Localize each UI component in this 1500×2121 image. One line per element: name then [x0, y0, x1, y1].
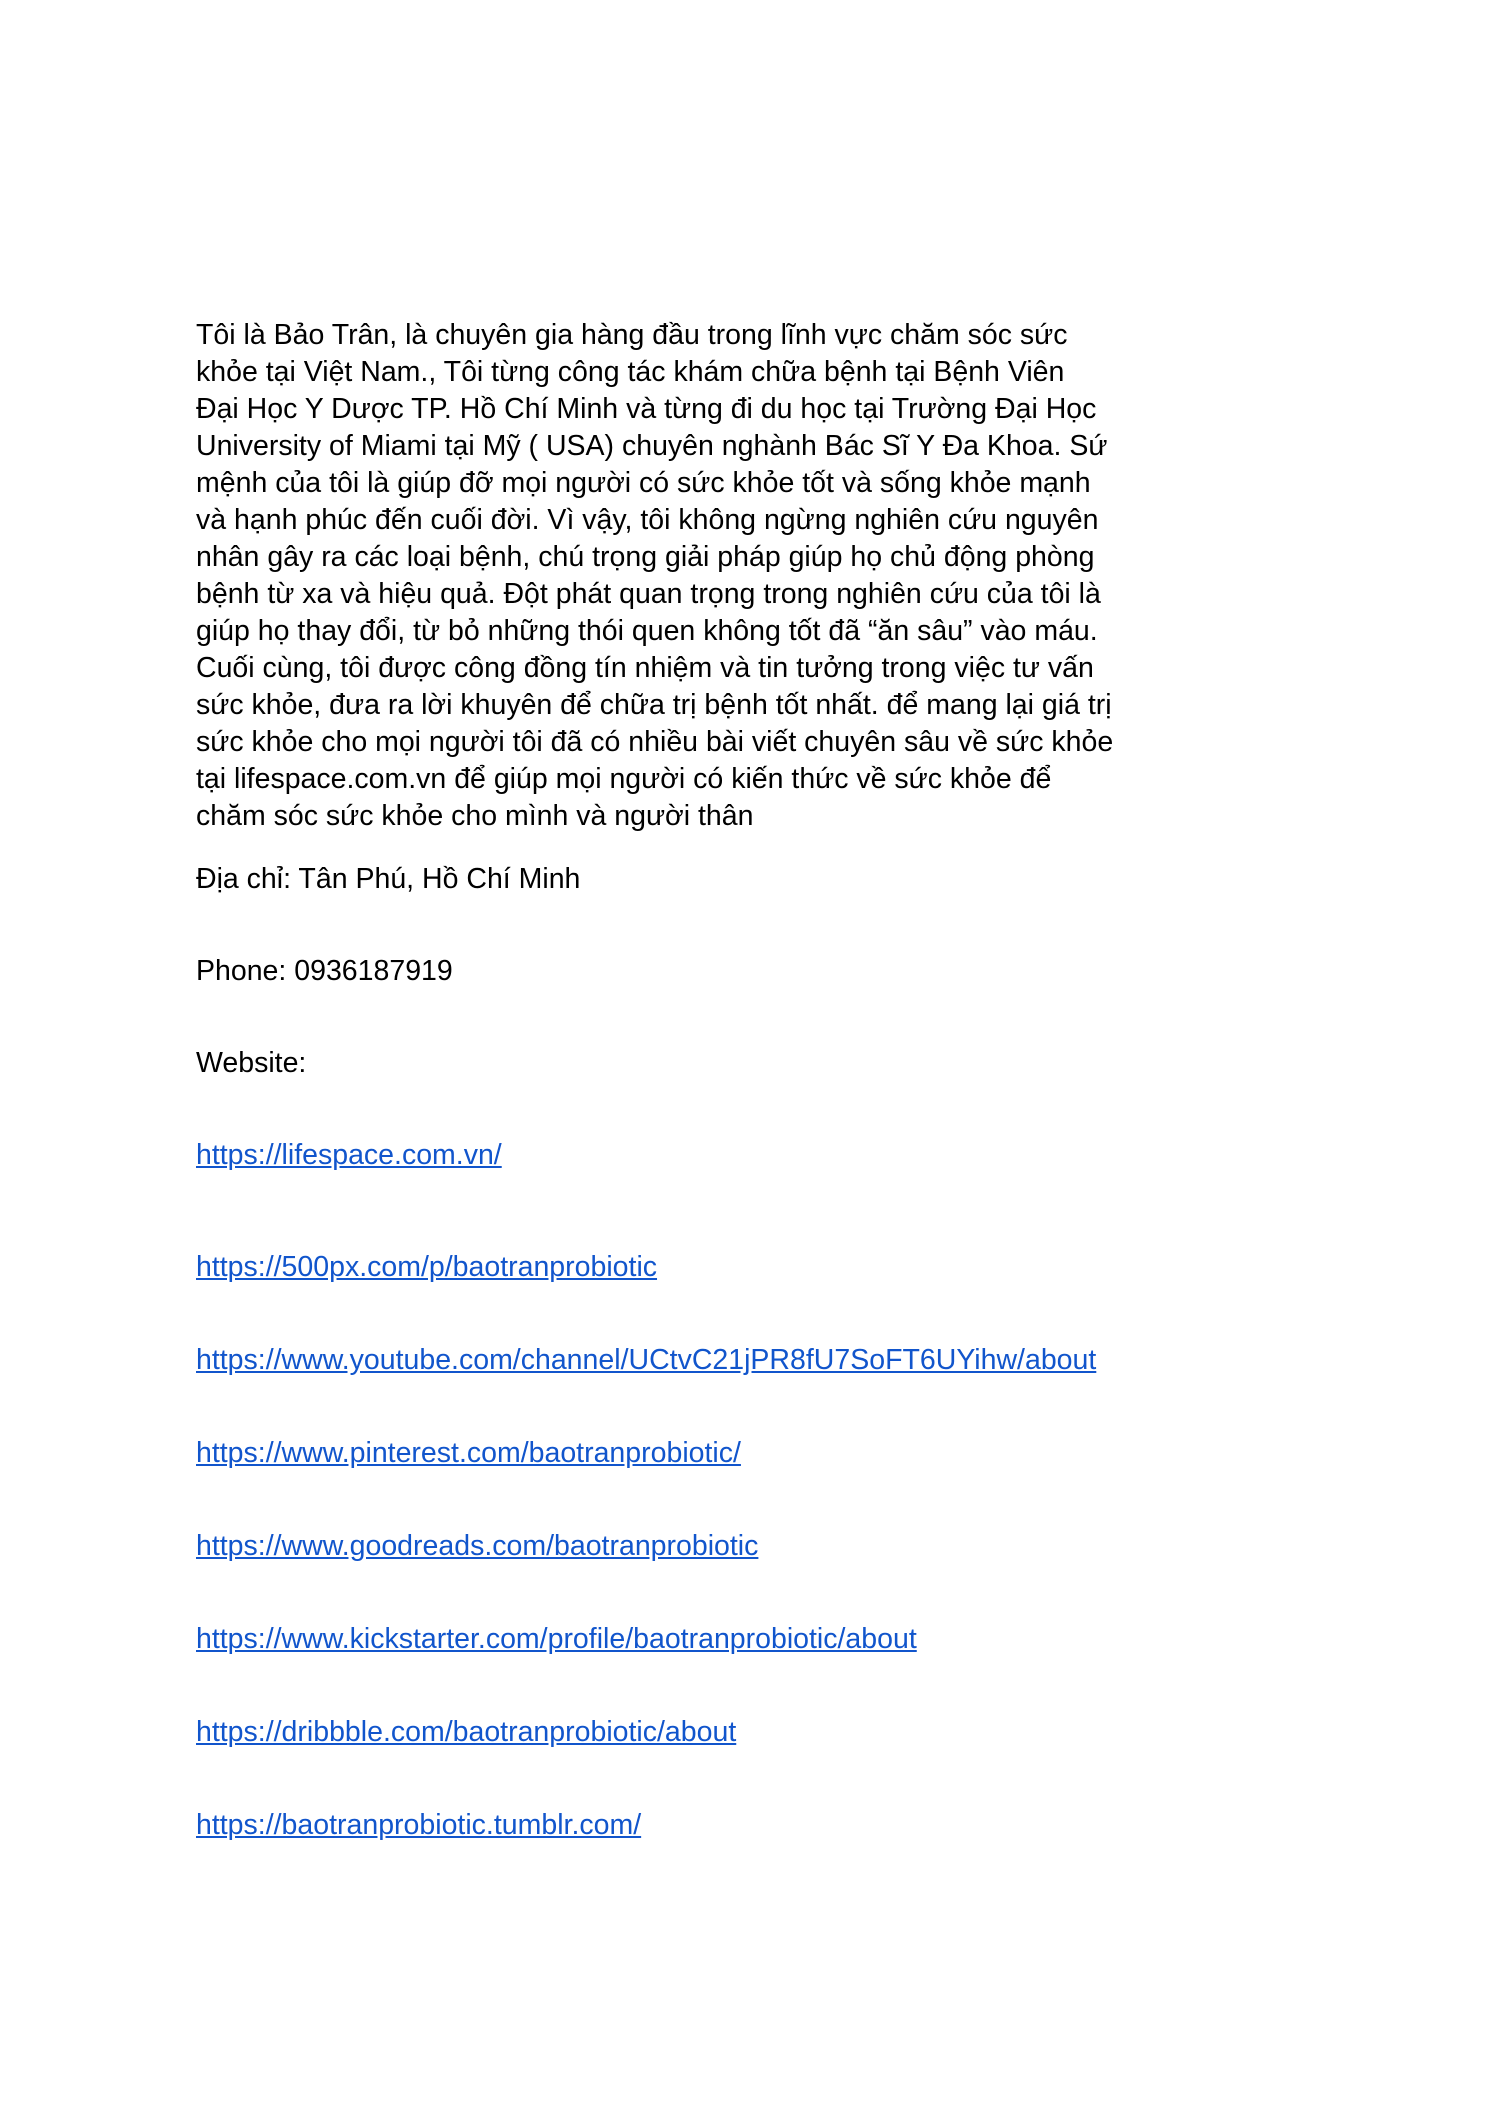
- link-tumblr[interactable]: https://baotranprobiotic.tumblr.com/: [196, 1809, 642, 1841]
- bio-line: giúp họ thay đổi, từ bỏ những thói quen không tốt đã “ăn sâu” vào máu.: [196, 615, 1098, 647]
- bio-line: tại lifespace.com.vn để giúp mọi người có kiến thức về sức khỏe để: [196, 763, 1052, 795]
- bio-line: mệnh của tôi là giúp đỡ mọi người có sức khỏe tốt và sống khỏe mạnh: [196, 467, 1091, 499]
- link-dribbble[interactable]: https://dribbble.com/baotranprobiotic/about: [196, 1716, 737, 1748]
- bio-line: Cuối cùng, tôi được công đồng tín nhiệm và tin tưởng trong việc tư vấn: [196, 652, 1094, 684]
- link-lifespace[interactable]: https://lifespace.com.vn/: [196, 1139, 502, 1171]
- bio-line: Đại Học Y Dược TP. Hồ Chí Minh và từng đi du học tại Trường Đại Học: [196, 393, 1097, 425]
- address-text: Địa chỉ: Tân Phú, Hồ Chí Minh: [196, 863, 581, 895]
- bio-line: Tôi là Bảo Trân, là chuyên gia hàng đầu trong lĩnh vực chăm sóc sức: [196, 319, 1068, 351]
- bio-line: nhân gây ra các loại bệnh, chú trọng giải pháp giúp họ chủ động phòng: [196, 541, 1095, 573]
- bio-line: chăm sóc sức khỏe cho mình và người thân: [196, 800, 754, 832]
- link-pinterest[interactable]: https://www.pinterest.com/baotranprobiotic/: [196, 1437, 741, 1469]
- bio-line: khỏe tại Việt Nam., Tôi từng công tác khám chữa bệnh tại Bệnh Viên: [196, 356, 1065, 388]
- link-500px[interactable]: https://500px.com/p/baotranprobiotic: [196, 1251, 658, 1283]
- bio-line: sức khỏe, đưa ra lời khuyên để chữa trị bệnh tốt nhất. để mang lại giá trị: [196, 689, 1112, 721]
- link-goodreads[interactable]: https://www.goodreads.com/baotranprobiotic: [196, 1530, 759, 1562]
- bio-line: sức khỏe cho mọi người tôi đã có nhiều bài viết chuyên sâu về sức khỏe: [196, 726, 1114, 758]
- document-content: [196, 317, 1136, 1841]
- link-kickstarter[interactable]: https://www.kickstarter.com/profile/baotranprobiotic/about: [196, 1623, 917, 1655]
- bio-paragraph: [196, 317, 1136, 835]
- link-youtube[interactable]: https://www.youtube.com/channel/UCtvC21jPR8fU7SoFT6UYihw/about: [196, 1344, 1097, 1376]
- phone-text: Phone: 0936187919: [196, 955, 453, 987]
- bio-line: bệnh từ xa và hiệu quả. Đột phát quan trọng trong nghiên cứu của tôi là: [196, 578, 1101, 610]
- bio-line: và hạnh phúc đến cuối đời. Vì vậy, tôi không ngừng nghiên cứu nguyên: [196, 504, 1099, 536]
- website-label: Website:: [196, 1047, 307, 1079]
- bio-line: University of Miami tại Mỹ ( USA) chuyên nghành Bác Sĩ Y Đa Khoa. Sứ: [196, 430, 1108, 462]
